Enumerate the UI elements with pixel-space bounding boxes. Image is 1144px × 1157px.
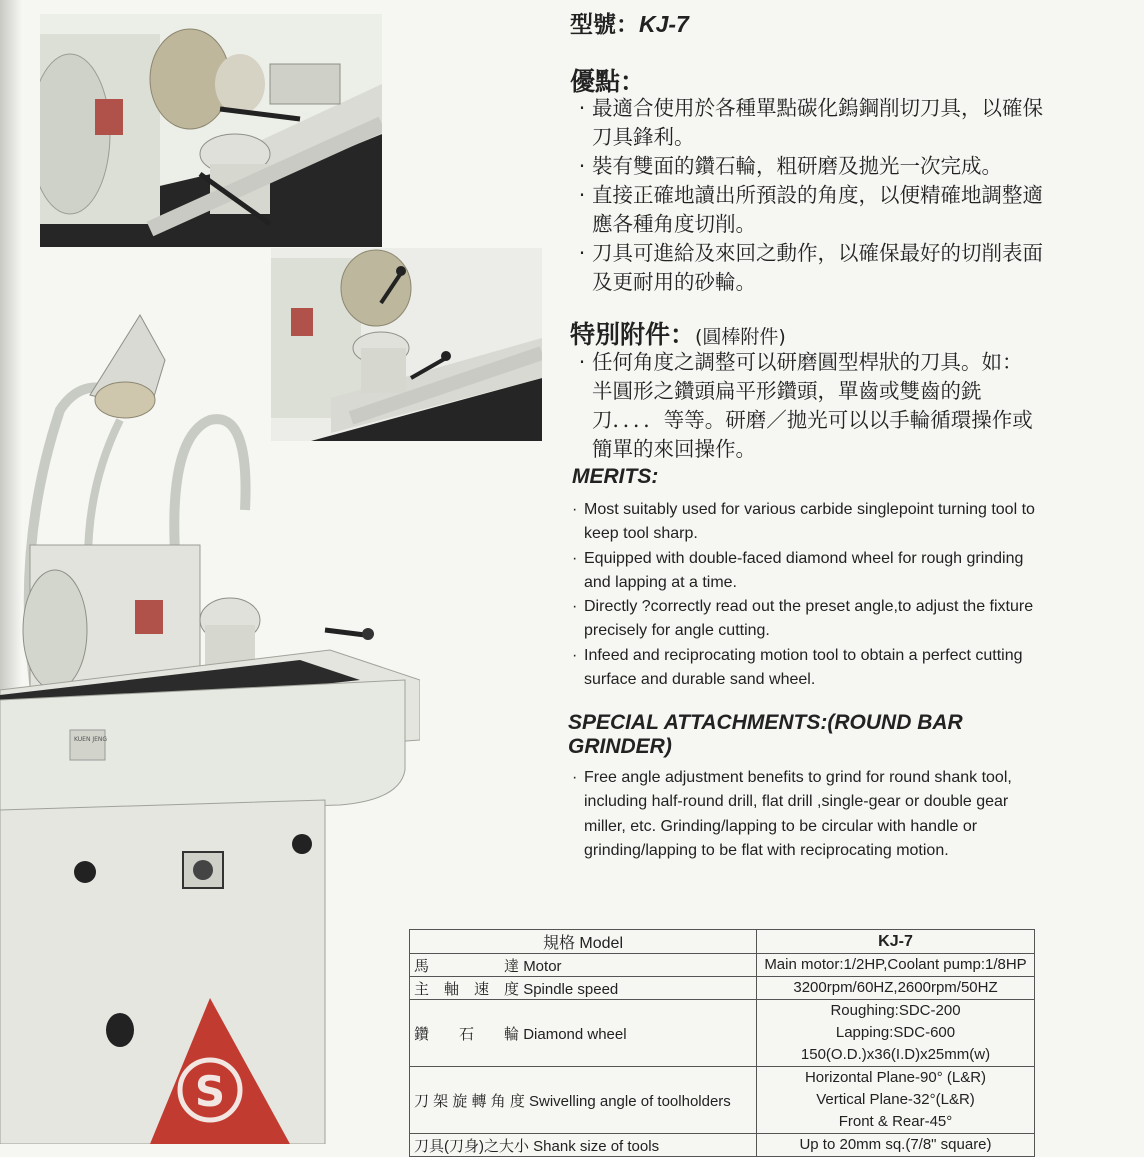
photo-machine-full [0,300,420,1144]
spec-value-line: Vertical Plane-32°(L&R) [816,1091,975,1108]
list-item: · 刀具可進給及來回之動作，以確保最好的切削表面及更耐用的砂輪。 [572,239,1052,297]
table-header-row [410,930,1035,954]
spec-label-en: Diamond wheel [523,1025,627,1043]
table-row [410,977,1035,1000]
spec-label-zh: 馬 達 [414,957,520,975]
spec-value [757,977,1035,1000]
merits-zh-list [572,94,1052,297]
spec-value [757,1134,1035,1157]
list-item: · Equipped with double-faced diamond wheel for rough grinding and lapping at a time. [572,547,1042,596]
machine-nameplate: KUEN JENG [74,736,108,743]
spec-value-line: 150(O.D.)x36(I.D)x25mm(w) [800,1046,991,1063]
spec-value-line: Up to 20mm sq.(7/8" square) [799,1136,992,1153]
list-item: · 最適合使用於各種單點碳化鎢鋼削切刀具，以確保刀具鋒利。 [572,94,1052,152]
spec-label-en: Shank size of tools [533,1137,660,1155]
spec-label [410,1000,757,1067]
table-row [410,954,1035,977]
spec-label-zh: 鑽 石 輪 [414,1025,520,1043]
list-item: · Directly ?correctly read out the preset angle,to adjust the fixture precisely for angle cutting. [572,595,1042,644]
spec-table [409,929,1035,1157]
table-row [410,1000,1035,1067]
table-row [410,1134,1035,1157]
model-name: KJ-7 [639,11,689,37]
spec-label [410,1067,757,1134]
model-label: 型號： [570,12,639,38]
spec-value-line: Main motor:1/2HP,Coolant pump:1/8HP [764,956,1027,973]
attachments-en-list [572,766,1042,863]
spec-value-line: Roughing:SDC-200 [830,1002,961,1019]
attachments-en-heading: SPECIAL ATTACHMENTS:(ROUND BAR GRINDER) [568,711,963,758]
list-item: · 裝有雙面的鑽石輪，粗研磨及拋光一次完成。 [572,152,1052,181]
spec-value [757,954,1035,977]
table-header-label: 規格 Model [410,930,757,954]
spec-value [757,1067,1035,1134]
svg-text:S: S [194,1067,226,1116]
list-item: · Free angle adjustment benefits to grind for round shank tool, including half-round drill, flat drill ,single-gear or double gear miller, etc. Grinding/lapping to be circular with handle or grinding/lapping to be flat with reciprocating motion. [572,766,1042,863]
spec-label-en: Motor [523,957,562,975]
spec-value [757,1000,1035,1067]
spec-label-zh: 刀具(刀身)之大小 [414,1137,529,1155]
spec-label [410,977,757,1000]
spec-label-zh: 主 軸 速 度 [414,980,520,998]
spec-label [410,1134,757,1157]
spec-label-en: Swivelling angle of toolholders [529,1092,731,1110]
attachments-zh-title: 特別附件： [570,320,696,349]
attachments-zh-sub: (圓棒附件) [695,326,786,348]
model-title [570,6,689,39]
merits-en-list [572,498,1042,692]
list-item: · Infeed and reciprocating motion tool to obtain a perfect cutting surface and durable sand wheel. [572,644,1042,693]
attachments-zh-list [572,348,1042,464]
merits-en-heading: MERITS: [572,465,659,488]
spec-value-line: 3200rpm/60HZ,2600rpm/50HZ [793,979,998,996]
attachments-zh-heading [570,315,786,351]
table-header-model: KJ-7 [757,930,1035,954]
merits-zh-heading: 優點： [570,67,646,96]
spec-value-line: Front & Rear-45° [838,1113,953,1130]
spec-label-zh: 刀 架 旋 轉 角 度 [414,1092,525,1110]
spec-label [410,954,757,977]
spec-value-line: Lapping:SDC-600 [835,1024,956,1041]
photo-grinder-closeup [40,14,382,247]
spec-value-line: Horizontal Plane-90° (L&R) [804,1069,987,1086]
list-item: · 直接正確地讀出所預設的角度，以便精確地調整適應各種角度切削。 [572,181,1052,239]
list-item: · 任何角度之調整可以研磨圓型桿狀的刀具。如：半圓形之鑽頭扁平形鑽頭，單齒或雙齒的銑刀．．．．等等。研磨／拋光可以以手輪循環操作或簡單的來回操作。 [572,348,1042,464]
table-row [410,1067,1035,1134]
list-item: · Most suitably used for various carbide singlepoint turning tool to keep tool sharp. [572,498,1042,547]
spec-label-en: Spindle speed [523,980,619,998]
